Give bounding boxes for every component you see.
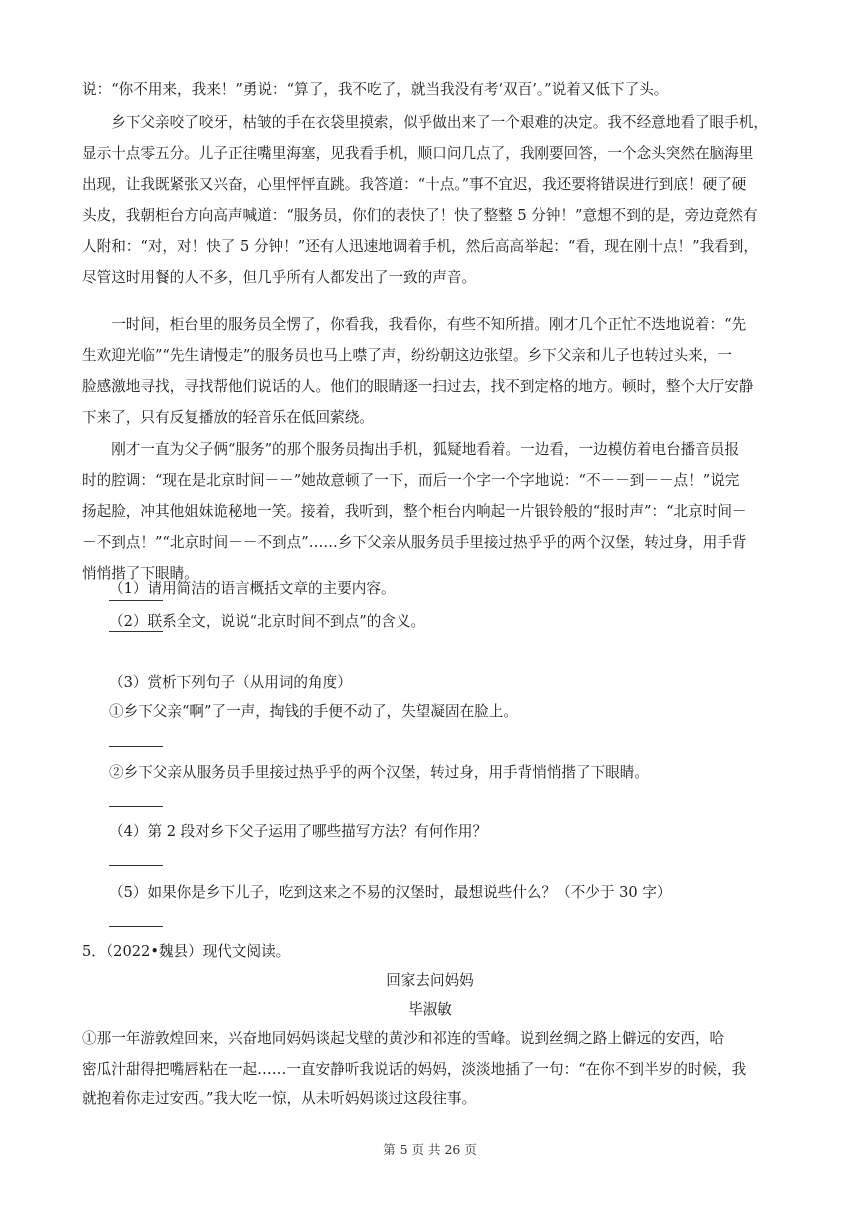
question-3-item-1: ①乡下父亲“啊”了一声，掏钱的手便不动了，失望凝固在脸上。: [109, 703, 518, 720]
paragraph-line: 脸感激地寻找，寻找帮他们说话的人。他们的眼睛逐一扫过去，找不到定格的地方。顿时，整个大厅安静: [82, 378, 754, 395]
paragraph-line: 人附和：“对，对！快了 5 分钟！”还有人迅速地调着手机，然后高高举起：“看，现在刚十点！”我看到，: [82, 238, 758, 255]
question-3: （3）赏析下列句子（从用词的角度）: [109, 674, 352, 691]
paragraph-line: 显示十点零五分。儿子正往嘴里海塞，见我看手机，顺口问几点了，我刚要回答，一个念头突然在脑海里: [82, 145, 754, 162]
paragraph-line: 头皮，我朝柜台方向高声喊道：“服务员，你们的表快了！快了整整 5 分钟！”意想不到的是，旁边竟然有: [82, 207, 758, 224]
paragraph-line: 尽管这时用餐的人不多，但几乎所有人都发出了一致的声音。: [82, 269, 477, 286]
article-line: ①那一年游敦煌回来，兴奋地同妈妈谈起戈壁的黄沙和祁连的雪峰。说到丝绸之路上僻远的安西，哈: [82, 1030, 725, 1047]
paragraph-line: 说：“你不用来，我来！”勇说：“算了，我不吃了，就当我没有考‘双百’。”说着又低下了头。: [82, 81, 669, 98]
question-2: （2）联系全文，说说“北京时间不到点”的含义。: [109, 613, 426, 630]
answer-blank: [109, 806, 163, 807]
question-5: （5）如果你是乡下儿子，吃到这来之不易的汉堡时，最想说些什么？（不少于 30 字）: [109, 884, 672, 901]
page-footer: 第 5 页 共 26 页: [383, 1142, 477, 1157]
paragraph-line: 一时间，柜台里的服务员全愣了，你看我，我看你，有些不知所措。刚才几个正忙不迭地说着：“先: [82, 316, 747, 333]
paragraph-line: 乡下父亲咬了咬牙，枯皱的手在衣袋里摸索，似乎做出来了一个艰难的决定。我不经意地看了眼手机，: [82, 114, 768, 131]
article-line: 就抱着你走过安西。”我大吃一惊，从未听妈妈谈过这段往事。: [82, 1090, 477, 1107]
answer-blank: [109, 746, 163, 747]
paragraph-line: 悄悄揩了下眼睛。: [82, 565, 199, 582]
paragraph-line: 生欢迎光临”“先生请慢走”的服务员也马上噤了声，纷纷朝这边张望。乡下父亲和儿子也转过头来，一: [82, 347, 732, 364]
question-1: （1）请用简洁的语言概括文章的主要内容。: [109, 580, 396, 597]
answer-blank: [109, 631, 163, 632]
paragraph-line: 出现，让我既紧张又兴奋，心里怦怦直跳。我答道：“十点。”事不宜迟，我还要将错误进行到底！硬了硬: [82, 176, 747, 193]
article-author: 毕淑敏: [408, 1001, 452, 1018]
paragraph-line: 扬起脸，冲其他姐妹诡秘地一笑。接着，我听到，整个柜台内响起一片银铃般的“报时声”：“北京时间－: [82, 503, 747, 520]
answer-blank: [109, 600, 163, 601]
article-line: 密瓜汁甜得把嘴唇粘在一起……一直安静听我说话的妈妈，淡淡地插了一句：“在你不到半岁的时候，我: [82, 1061, 747, 1078]
article-title: 回家去问妈妈: [386, 972, 474, 989]
paragraph-line: 下来了，只有反复播放的轻音乐在低回萦绕。: [82, 409, 374, 426]
question-4: （4）第 2 段对乡下父子运用了哪些描写方法？有何作用？: [109, 823, 488, 840]
answer-blank: [109, 926, 163, 927]
question-3-item-2: ②乡下父亲从服务员手里接过热乎乎的两个汉堡，转过身，用手背悄悄揩了下眼睛。: [109, 764, 649, 781]
paragraph-line: －不到点！”“北京时间－－不到点”……乡下父亲从服务员手里接过热乎乎的两个汉堡，转过身，用手背: [82, 534, 747, 551]
next-question-header: 5．（2022•魏县）现代文阅读。: [82, 943, 291, 960]
answer-blank: [109, 865, 163, 866]
paragraph-line: 刚才一直为父子俩“服务”的那个服务员掏出手机，狐疑地看着。一边看，一边模仿着电台播音员报: [82, 441, 740, 458]
paragraph-line: 时的腔调：“现在是北京时间－－”她故意顿了一下，而后一个字一个字地说：“不－－到－－点！”说完: [82, 472, 740, 489]
